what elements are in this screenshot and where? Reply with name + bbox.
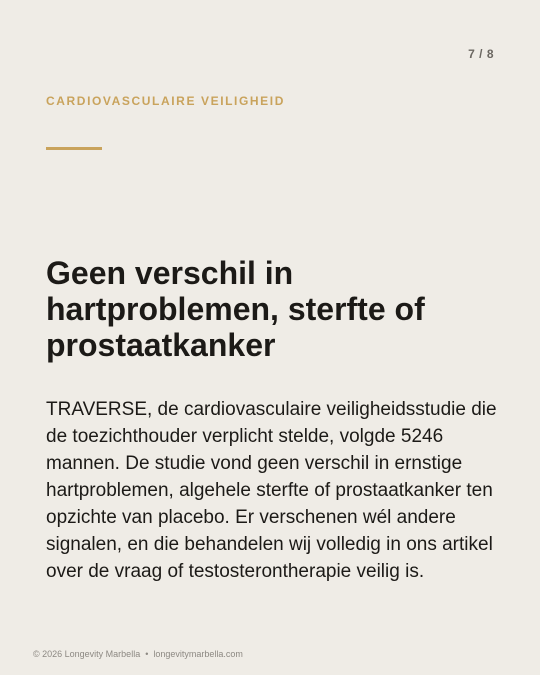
page-title: Geen verschil in hartproblemen, sterfte of prostaatkanker (46, 255, 425, 363)
section-label: CARDIOVASCULAIRE VEILIGHEID (46, 94, 285, 108)
body-paragraph: TRAVERSE, de cardiovasculaire veiligheidsstudie die de toezichthouder verplicht stelde, volgde 5246 mannen. De studie vond geen verschil in ernstige hartproblemen, algehele sterfte of prostaatkanker ten opzichte van placebo. Er verschenen wél andere signalen, en die behandelen wij volledig in ons artikel over de vraag of testosterontherapie veilig is. (46, 399, 497, 582)
footer-website-link[interactable]: longevitymarbella.com (153, 649, 243, 659)
footer-separator: • (145, 649, 149, 659)
footer (33, 649, 243, 659)
page-counter: 7 / 8 (468, 47, 494, 61)
accent-divider (46, 147, 102, 150)
footer-copyright: © 2026 Longevity Marbella (33, 649, 141, 659)
